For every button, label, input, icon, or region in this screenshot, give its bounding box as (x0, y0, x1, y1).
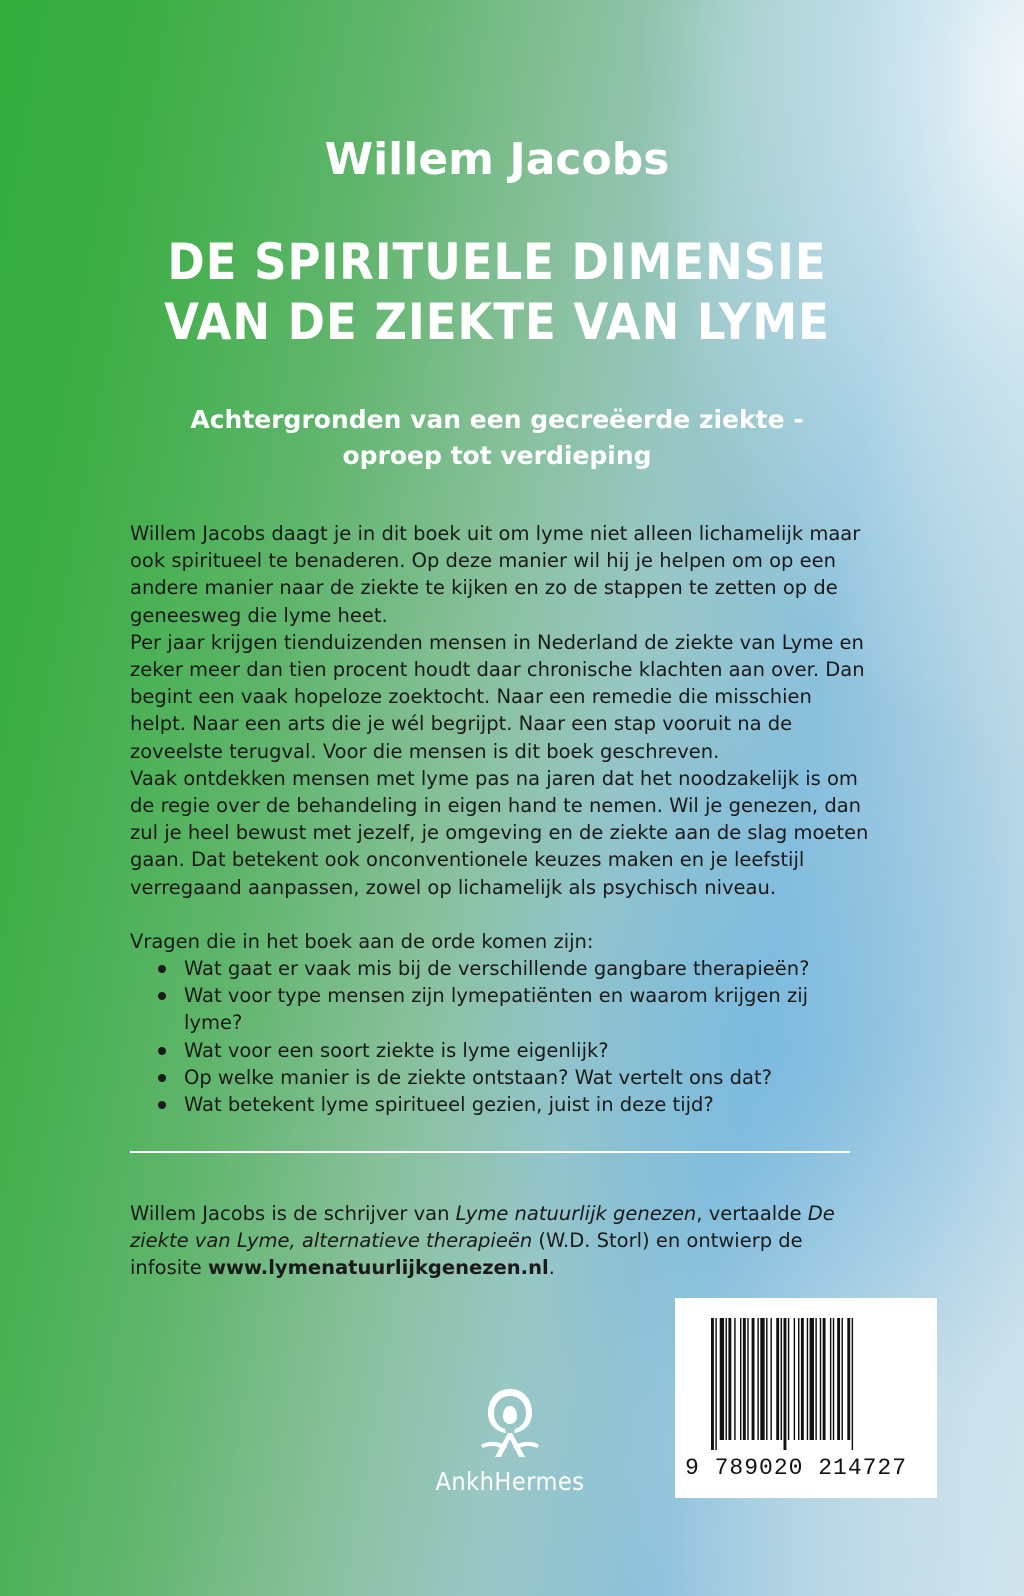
barcode-bar (740, 1318, 741, 1440)
bio-book-1: Lyme natuurlijk genezen (455, 1202, 697, 1225)
barcode-bar (820, 1318, 821, 1440)
barcode-bar (842, 1318, 843, 1440)
question-item: Op welke manier is de ziekte ontstaan? Wat vertelt ons dat? (158, 1064, 870, 1091)
barcode-bar (766, 1318, 767, 1440)
barcode-bar (830, 1318, 831, 1440)
barcode-bar (728, 1318, 731, 1440)
book-title (0, 232, 994, 352)
barcode-bar (747, 1318, 748, 1440)
blurb (130, 520, 870, 1118)
barcode-bar (807, 1318, 808, 1440)
isbn-number: 9 789020 214727 (685, 1455, 908, 1481)
publisher-logo (420, 1385, 600, 1496)
questions-list (130, 955, 870, 1118)
barcode-bar (752, 1318, 755, 1440)
barcode-bar (837, 1318, 840, 1440)
book-title-line-2: VAN DE ZIEKTE VAN LYME (164, 293, 830, 351)
barcode-bar (833, 1318, 834, 1440)
question-item: Wat voor type mensen zijn lymepatiënten en waarom krijgen zij lyme? (158, 982, 870, 1036)
barcode-bar (801, 1318, 804, 1440)
blurb-paragraph-1: Willem Jacobs daagt je in dit boek uit om lyme niet alleen lichamelijk maar ook spiritueel te benaderen. Op deze manier wil hij je helpen om op een andere manier naar de ziekte te kijken en zo de stappen te zetten op de geneesweg die lyme heet. (130, 522, 861, 627)
paragraph-spacer (130, 901, 870, 928)
barcode-bar (711, 1318, 714, 1450)
barcode-bar (852, 1318, 853, 1450)
author-name: Willem Jacobs (324, 134, 670, 185)
barcode-bar (788, 1318, 789, 1440)
ankhhermes-logo-icon (475, 1385, 545, 1461)
blurb-paragraph-3: Vaak ontdekken mensen met lyme pas na jaren dat het noodzakelijk is om de regie over de behandeling in eigen hand te nemen. Wil je genezen, dan zul je heel bewust met jezelf, je omgeving en de ziekte aan de slag moeten gaan. Dat betekent ook onconventionele keuzes maken en je leefstijl verregaand aanpassen, zowel op lichamelijk als psychisch niveau. (130, 766, 869, 899)
barcode-bar (770, 1318, 771, 1440)
bio-middle-1: , vertaalde (696, 1202, 808, 1225)
barcode-bar (794, 1318, 795, 1440)
barcode-bar (726, 1318, 727, 1440)
barcode-bar (810, 1318, 814, 1440)
barcode-bar (776, 1318, 779, 1440)
questions-intro: Vragen die in het boek aan de orde komen zijn: (130, 929, 594, 953)
publisher-name: AnkhHermes (435, 1467, 585, 1496)
isbn-barcode (675, 1298, 937, 1498)
barcode-bar (847, 1318, 850, 1440)
book-subtitle (0, 402, 994, 474)
question-item: Wat betekent lyme spiritueel gezien, juist in deze tijd? (158, 1091, 870, 1118)
barcode-bar (734, 1318, 735, 1440)
barcode-bar (815, 1318, 816, 1440)
bio-middle-2: (W.D. Storl) en ontwierp de infosite (130, 1229, 803, 1280)
bio-prefix: Willem Jacobs is de schrijver van (130, 1202, 456, 1225)
question-item: Wat gaat er vaak mis bij de verschillende gangbare therapieën? (158, 955, 870, 982)
barcode-bar (720, 1318, 724, 1440)
barcode-bars (711, 1318, 901, 1450)
bio-suffix: . (548, 1256, 555, 1280)
barcode-bar (715, 1318, 716, 1450)
barcode-bar (760, 1318, 764, 1440)
author-bio (130, 1200, 870, 1282)
book-title-line-1: DE SPIRITUELE DIMENSIE (167, 233, 827, 291)
barcode-bar (781, 1318, 782, 1440)
question-item: Wat voor een soort ziekte is lyme eigenlijk? (158, 1037, 870, 1064)
book-subtitle-line-1: Achtergronden van een gecreëerde ziekte - (190, 405, 804, 434)
barcode-bar (757, 1318, 758, 1440)
bio-website-link[interactable]: www.lymenatuurlijkgenezen.nl (208, 1256, 549, 1280)
barcode-bar (743, 1318, 746, 1440)
bio-book-2: De ziekte van Lyme, alternatieve therapieën (130, 1202, 835, 1253)
barcode-bar (823, 1318, 826, 1440)
book-subtitle-line-2: oproep tot verdieping (342, 441, 652, 470)
divider-line (130, 1151, 850, 1153)
blurb-paragraph-2: Per jaar krijgen tienduizenden mensen in Nederland de ziekte van Lyme en zeker meer dan tien procent houdt daar chronische klachten aan over. Dan begint een vaak hopeloze zoektocht. Naar een remedie die misschien helpt. Naar een arts die je wél begrijpt. Naar een stap vooruit na de zoveelste terugval. Voor die mensen is dit boek geschreven. (130, 630, 865, 763)
barcode-bar (784, 1318, 787, 1450)
barcode-bar (798, 1318, 799, 1440)
